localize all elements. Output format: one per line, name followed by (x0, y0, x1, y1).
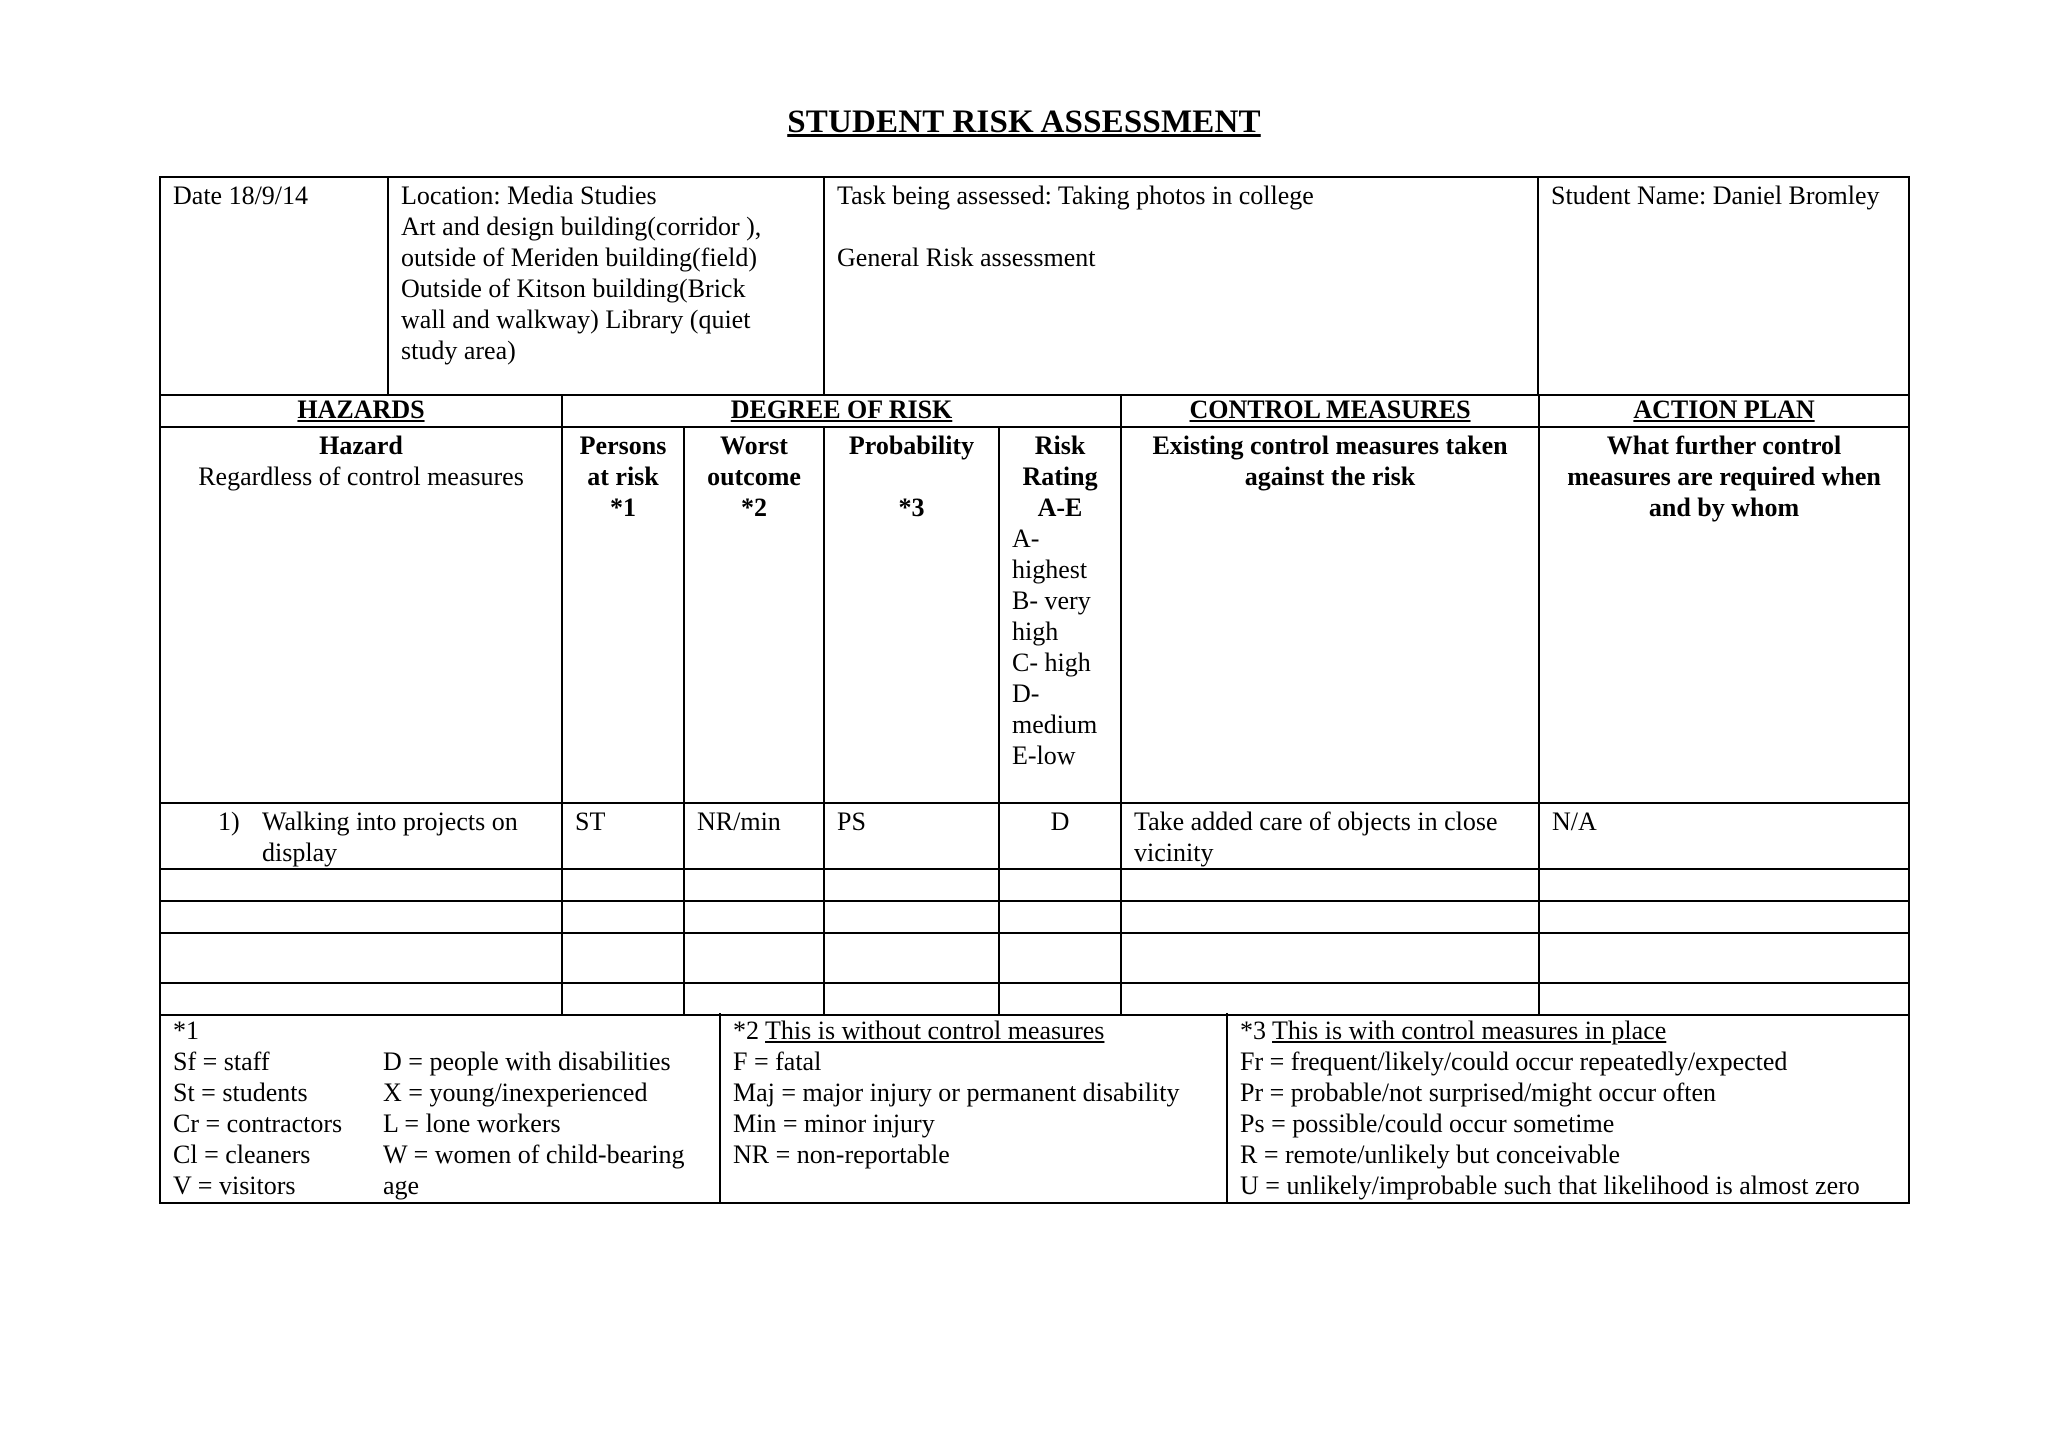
hazards-table (159, 394, 1910, 1016)
column-persons-at-risk: Persons at risk *1 (562, 427, 684, 803)
empty-row (160, 901, 1909, 933)
column-action-plan: What further control measures are required when and by whom (1539, 427, 1909, 803)
key-table (159, 1013, 1910, 1204)
hazard-text: Walking into projects on display (262, 807, 518, 867)
key-item: Sf = staff (173, 1047, 270, 1076)
column-hazard-title: Hazard (319, 431, 403, 460)
section-hazards: HAZARDS (160, 394, 562, 427)
risk-rating-scale: A- highest B- very high C- high D- medium E-low (1012, 524, 1098, 770)
column-risk-rating (999, 427, 1121, 803)
key-item: Cl = cleaners (173, 1140, 311, 1169)
hazard-number: 1) (218, 807, 240, 836)
column-control-measures: Existing control measures taken against the risk (1121, 427, 1539, 803)
column-worst-outcome: Worst outcome *2 (684, 427, 824, 803)
key-probability-prefix: *3 (1240, 1016, 1266, 1045)
key-persons-at-risk (160, 1013, 720, 1203)
key-outcome-title: This is without control measures (765, 1016, 1105, 1045)
section-degree-of-risk: DEGREE OF RISK (562, 394, 1121, 427)
key-item: Cr = contractors (173, 1109, 343, 1138)
key-item: L = lone workers (383, 1109, 561, 1138)
student-name-cell: Student Name: Daniel Bromley (1538, 177, 1909, 395)
location-cell: Location: Media Studies Art and design building(corridor ), outside of Meriden building(field) Outside of Kitson building(Brick wall and walkway) Library (quiet study area) (388, 177, 824, 395)
hazard-cell (160, 803, 562, 869)
key-item: V = visitors (173, 1171, 296, 1200)
key-persons-right (383, 1046, 707, 1201)
table-row (160, 803, 1909, 869)
key-outcome-prefix: *2 (733, 1016, 759, 1045)
key-worst-outcome (720, 1013, 1227, 1203)
key-item: X = young/inexperienced (383, 1078, 648, 1107)
key-probability-items: Fr = frequent/likely/could occur repeatedly/expected Pr = probable/not surprised/might occur often Ps = possible/could occur sometime R = remote/unlikely but conceivable U = unlikely/improbable such that likelihood is almost zero (1240, 1047, 1860, 1200)
risk-rating-title: Risk Rating A-E (1022, 431, 1098, 522)
assessment-header-table (159, 176, 1910, 396)
empty-row (160, 933, 1909, 983)
risk-rating-cell: D (999, 803, 1121, 869)
key-persons-left (173, 1046, 383, 1201)
key-item: St = students (173, 1078, 308, 1107)
action-plan-cell: N/A (1539, 803, 1909, 869)
probability-cell: PS (824, 803, 999, 869)
key-item: W = women of child-bearing age (383, 1140, 685, 1200)
section-action-plan: ACTION PLAN (1539, 394, 1909, 427)
date-cell: Date 18/9/14 (160, 177, 388, 395)
task-cell: Task being assessed: Taking photos in college General Risk assessment (824, 177, 1538, 395)
column-probability: Probability *3 (824, 427, 999, 803)
key-probability (1227, 1013, 1909, 1203)
column-hazard-header (160, 427, 562, 803)
control-measures-cell: Take added care of objects in close vicinity (1121, 803, 1539, 869)
key-item: D = people with disabilities (383, 1047, 671, 1076)
key-persons-title: *1 (173, 1016, 199, 1045)
column-hazard-subtitle: Regardless of control measures (198, 462, 524, 491)
key-probability-title: This is with control measures in place (1272, 1016, 1667, 1045)
key-outcome-items: F = fatal Maj = major injury or permanent disability Min = minor injury NR = non-reportable (733, 1047, 1180, 1169)
worst-outcome-cell: NR/min (684, 803, 824, 869)
section-control-measures: CONTROL MEASURES (1121, 394, 1539, 427)
empty-row (160, 869, 1909, 901)
empty-row (160, 983, 1909, 1015)
page-title: STUDENT RISK ASSESSMENT (787, 104, 1261, 140)
persons-cell: ST (562, 803, 684, 869)
